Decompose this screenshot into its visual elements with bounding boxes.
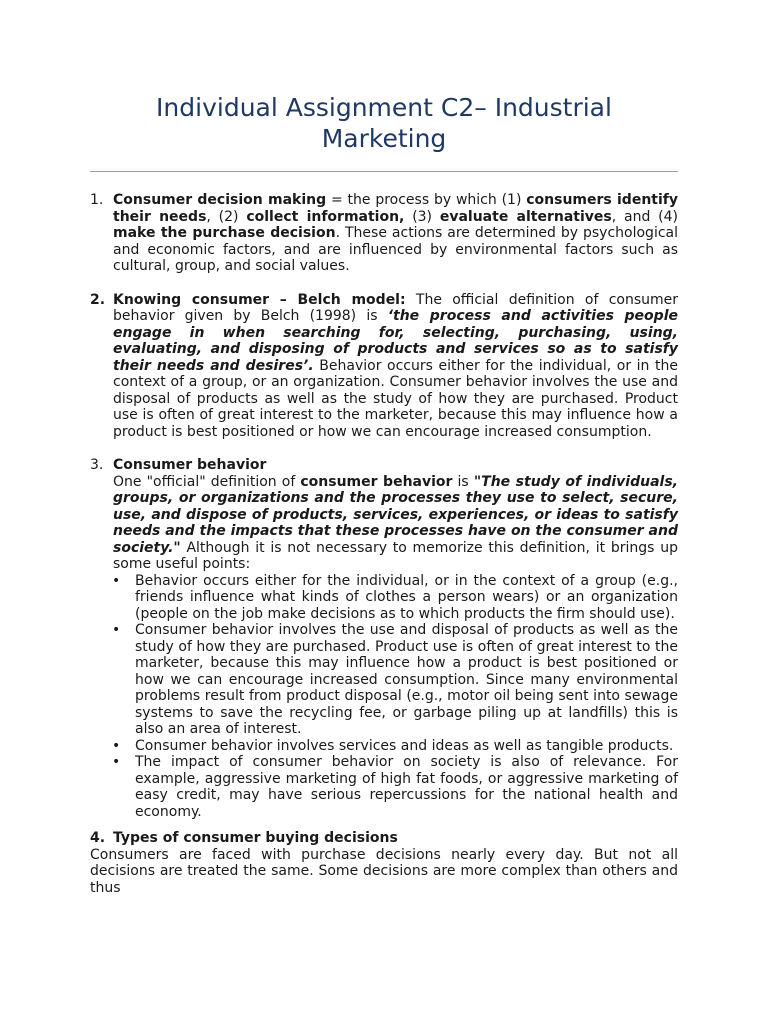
- bold-term: consumer behavior: [300, 473, 453, 490]
- list-number: 4.: [90, 830, 106, 846]
- text-run: . These actions are determined by psychological and economic factors, and are influenced by environmental factors such as cultural, group, and social values.: [113, 225, 679, 274]
- section-consumer-decision-making: [90, 192, 678, 275]
- text-run: Although it is not necessary to memorize this definition, it brings up some useful points:: [113, 539, 678, 572]
- bold-term: Knowing consumer – Belch model:: [113, 291, 406, 308]
- section-paragraph: [113, 292, 678, 441]
- bold-term: evaluate alternatives: [439, 208, 612, 225]
- list-number: 1.: [90, 192, 104, 208]
- section-paragraph: [113, 474, 678, 573]
- bullet-icon: •: [112, 622, 121, 638]
- text-run: One "official" definition of: [113, 473, 301, 490]
- bullet-icon: •: [112, 754, 121, 770]
- section-consumer-behavior: [90, 457, 678, 573]
- document-page: [90, 0, 678, 896]
- section-paragraph: Consumers are faced with purchase decisions nearly every day. But not all decisions are treated the same. Some decisions are more complex than others and thus: [90, 846, 678, 896]
- bold-term: Consumer decision making: [113, 192, 327, 208]
- definition-quote: ‘the process and activities people engage in when searching for, selecting, purchasing, using, evaluating, and disposing of products and services so as to satisfy their needs and desires’.: [113, 308, 678, 374]
- section-heading: Types of consumer buying decisions: [113, 830, 398, 846]
- bold-term: make the purchase decision: [113, 225, 336, 241]
- definition-quote: The study of individuals, groups, or organizations and the processes they use to select, secure, use, and dispose of products, services, experiences, or ideas to satisfy needs and the impacts that these processes have on the consumer and society.: [113, 473, 678, 556]
- bullet-icon: •: [112, 737, 121, 754]
- text-run: (3): [404, 208, 440, 225]
- text-run: , (2): [206, 208, 247, 225]
- list-item: • Consumer behavior involves the use and disposal of products as well as the study of how they are purchased. Product use is often of great interest to the marketer, because this may influence how a product is best positioned or how we can encourage increased consumption. Since many environmental problems result from product disposal (e.g., motor oil being sent into sewage systems to save the recycling fee, or garbage piling up at landfills) this is also an area of interest.: [112, 622, 678, 737]
- bullet-icon: •: [112, 572, 121, 589]
- list-number: 2.: [90, 291, 106, 308]
- section-belch-model: [90, 292, 678, 441]
- text-run: Behavior occurs either for the individual, or in the context of a group, or an organization. Consumer behavior involves the use and disposal of products as well as the study of how they are purchased. Product use is often of great interest to the marketer, because this may influence how a product is best positioned or how we can encourage increased consumption.: [113, 357, 679, 440]
- document-title: Individual Assignment C2– Industrial Marketing: [156, 93, 612, 153]
- list-item: • Consumer behavior involves services and ideas as well as tangible products.: [112, 737, 674, 754]
- text-run: , and (4): [611, 208, 678, 225]
- list-item: • The impact of consumer behavior on society is also of relevance. For example, aggressive marketing of high fat foods, or aggressive marketing of easy credit, may have serious repercussions for the national health and economy.: [112, 754, 678, 820]
- useful-points-list: [90, 573, 678, 821]
- text-run: is: [452, 473, 474, 490]
- bold-term: consumers identify their needs: [113, 192, 678, 225]
- section-heading: Consumer behavior: [113, 457, 267, 473]
- text-run: The official definition of consumer behavior given by Belch (1998) is: [113, 291, 679, 324]
- quote-mark: ": [473, 473, 482, 490]
- section-buying-decisions: [90, 830, 678, 847]
- title-divider: [90, 171, 678, 172]
- section-paragraph: [113, 192, 678, 275]
- list-number: 3.: [90, 457, 104, 473]
- text-run: = the process by which (1): [326, 192, 527, 208]
- bold-term: collect information,: [246, 208, 405, 225]
- quote-mark: ": [173, 539, 181, 556]
- list-item: • Behavior occurs either for the individual, or in the context of a group (e.g., friends influence what kinds of clothes a person wears) or an organization (people on the job make decisions as to which products the firm should use).: [112, 572, 678, 622]
